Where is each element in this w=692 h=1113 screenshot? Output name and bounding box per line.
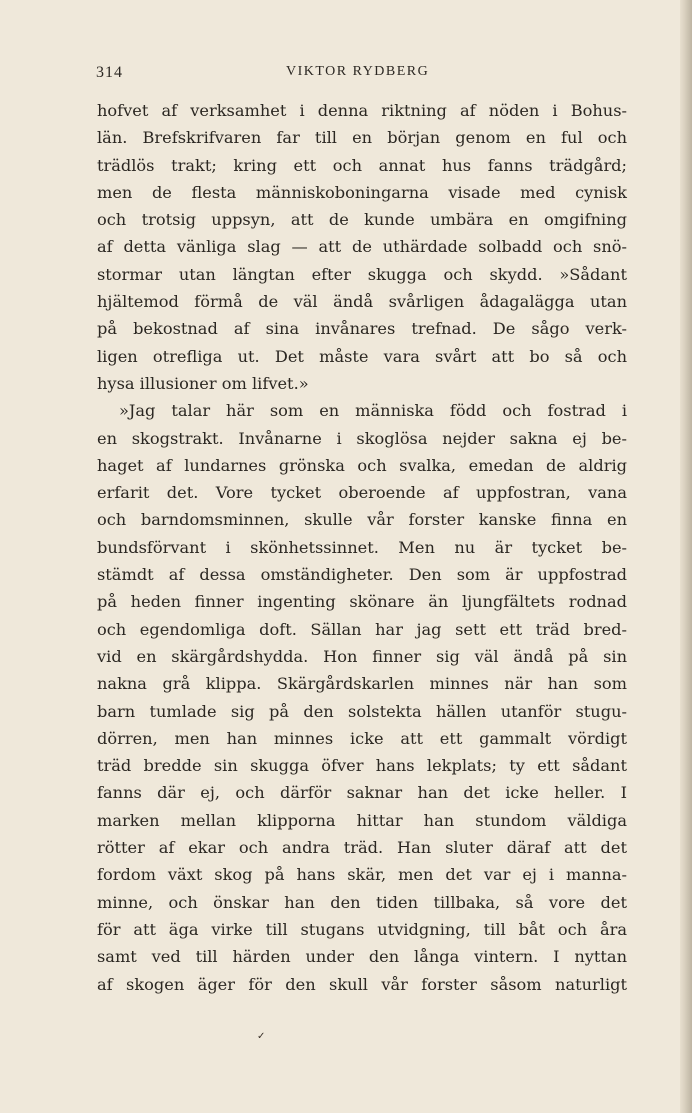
- page-number: 314: [96, 64, 123, 81]
- text-line: ligen otrefliga ut. Det måste vara svårt att bo så och: [97, 346, 627, 366]
- text-line: dörren, men han minnes icke att ett gammalt vördigt: [97, 728, 627, 748]
- text-line: minne, och önskar han den tiden tillbaka, så vore det: [97, 892, 627, 912]
- text-line: samt ved till härden under den långa vintern. I nyttan: [97, 947, 627, 967]
- text-line: på heden finner ingenting skönare än ljungfältets rodnad: [97, 592, 627, 612]
- text-line: barn tumlade sig på den solstekta hällen utanför stugu-: [97, 701, 627, 721]
- text-line: bundsförvant i skönhetssinnet. Men nu är tycket be-: [97, 537, 627, 557]
- text-line: stämdt af dessa omständigheter. Den som är uppfostrad: [97, 565, 627, 585]
- text-line: erfarit det. Vore tycket oberoende af uppfostran, vana: [97, 483, 627, 503]
- text-line: län. Brefskrifvaren far till en början genom en ful och: [97, 128, 627, 148]
- body-text: [97, 97, 627, 998]
- text-line: en skogstrakt. Invånarne i skoglösa nejder sakna ej be-: [97, 428, 627, 448]
- text-line: rötter af ekar och andra träd. Han sluter däraf att det: [97, 838, 627, 858]
- text-line: och trotsig uppsyn, att de kunde umbära en omgifning: [97, 210, 627, 230]
- text-line: och barndomsminnen, skulle vår forster kanske finna en: [97, 510, 627, 530]
- page-edge: [680, 0, 692, 1113]
- text-line: träd bredde sin skugga öfver hans lekplats; ty ett sådant: [97, 756, 627, 776]
- running-head: VIKTOR RYDBERG: [286, 64, 430, 79]
- text-line: af skogen äger för den skull vår forster såsom naturligt: [97, 974, 627, 994]
- text-line: hjältemod förmå de väl ändå svårligen ådagalägga utan: [97, 292, 627, 312]
- text-line: hofvet af verksamhet i denna riktning af nöden i Bohus-: [97, 101, 627, 120]
- paragraph-end-line: hysa illusioner om lifvet.»: [97, 373, 309, 393]
- text-line: men de flesta människoboningarna visade med cynisk: [97, 182, 627, 202]
- text-line: fordom växt skog på hans skär, men det var ej i manna-: [97, 865, 627, 885]
- text-line: marken mellan klipporna hittar han stundom väldiga: [97, 810, 627, 830]
- text-line: af detta vänliga slag — att de uthärdade solbadd och snö-: [97, 237, 627, 257]
- text-line: på bekostnad af sina invånares trefnad. De sågo verk-: [97, 319, 627, 339]
- text-line: nakna grå klippa. Skärgårdskarlen minnes när han som: [97, 674, 627, 694]
- text-line: stormar utan längtan efter skugga och skydd. »Sådant: [97, 264, 627, 284]
- paragraph-start-line: »Jag talar här som en människa född och fostrad i: [119, 401, 627, 421]
- text-line: och egendomliga doft. Sällan har jag sett ett träd bred-: [97, 619, 627, 639]
- page-header: [96, 64, 626, 86]
- printer-mark-icon: ✓: [257, 1031, 266, 1042]
- text-line: för att äga virke till stugans utvidgning, till båt och åra: [97, 919, 627, 939]
- text-line: fanns där ej, och därför saknar han det icke heller. I: [97, 783, 627, 803]
- text-line: vid en skärgårdshydda. Hon finner sig väl ändå på sin: [97, 646, 627, 666]
- text-line: trädlös trakt; kring ett och annat hus fanns trädgård;: [97, 155, 627, 175]
- text-line: haget af lundarnes grönska och svalka, emedan de aldrig: [97, 455, 627, 475]
